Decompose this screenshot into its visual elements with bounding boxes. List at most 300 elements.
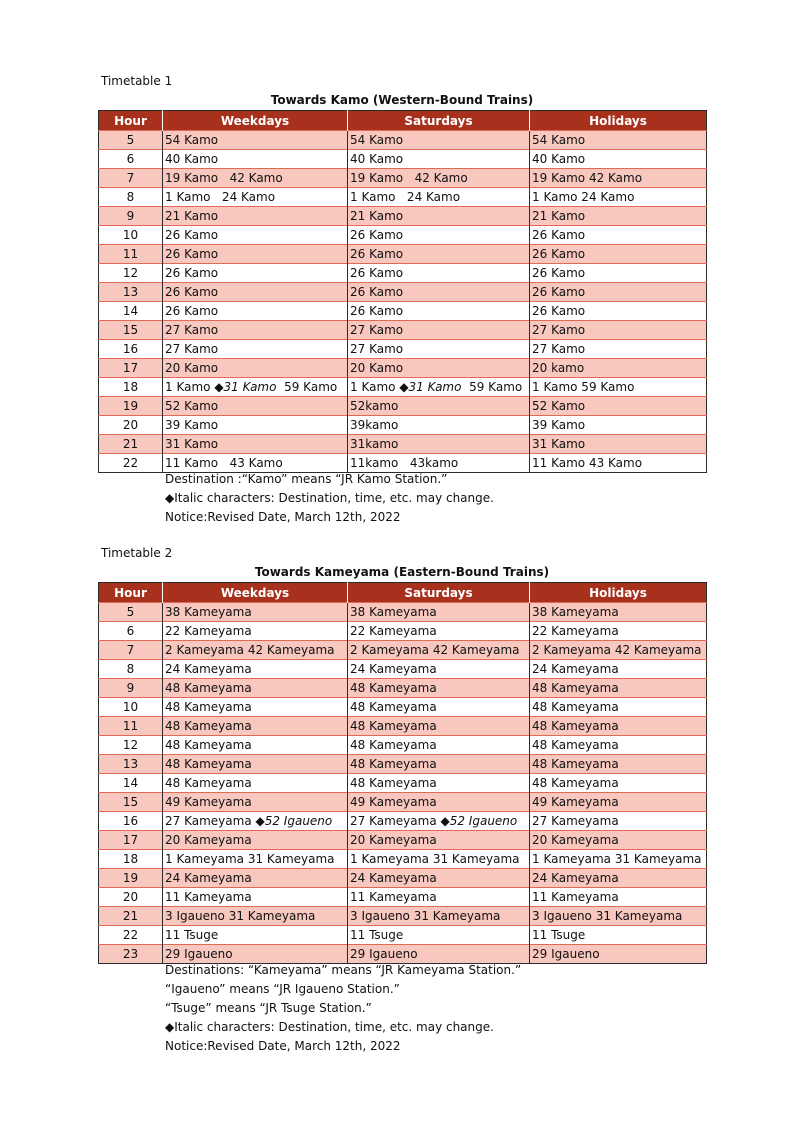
departure-text: 40 Kamo [165,152,219,166]
holidays-cell [530,850,707,869]
saturdays-cell [348,340,530,359]
hour-cell: 12 [99,736,163,755]
weekdays-cell [163,207,348,226]
departure-text: 26 Kamo [350,266,404,280]
departure-text: 24 Kameyama [350,662,437,676]
departure-text: 2 Kameyama 42 Kameyama [532,643,702,657]
tentative-departure: 31 Kamo [408,380,462,394]
holidays-cell [530,660,707,679]
table-row [99,698,707,717]
departure-text: 21 Kamo [165,209,219,223]
departure-text: 54 Kamo [350,133,404,147]
weekdays-cell [163,359,348,378]
table-row [99,397,707,416]
hour-cell: 16 [99,812,163,831]
table-row [99,131,707,150]
header-holidays: Holidays [530,111,707,131]
hour-cell: 10 [99,226,163,245]
saturdays-cell [348,717,530,736]
departure-text: 27 Kamo [165,342,219,356]
timetable2-note: “Igaueno” means “JR Igaueno Station.” [165,982,400,996]
departure-text: 3 Igaueno 31 Kameyama [165,909,316,923]
departure-text: 31 Kamo [165,437,219,451]
departure-text: 48 Kameyama [165,700,252,714]
departure-text: 29 Igaueno [532,947,600,961]
table-row [99,226,707,245]
departure-text: 1 Kameyama 31 Kameyama [532,852,702,866]
saturdays-cell [348,283,530,302]
departure-text: 27 Kamo [350,342,404,356]
table-row [99,169,707,188]
timetable1-notes [165,470,494,527]
holidays-cell [530,641,707,660]
departure-text: 11 Tsuge [350,928,404,942]
departure-text: 26 Kamo [165,247,219,261]
holidays-cell [530,755,707,774]
hour-cell: 13 [99,283,163,302]
weekdays-cell [163,641,348,660]
header-hour: Hour [99,583,163,603]
holidays-cell [530,416,707,435]
saturdays-cell [348,603,530,622]
saturdays-cell [348,812,530,831]
departure-text: 26 Kamo [165,266,219,280]
table-row [99,926,707,945]
timetable1-note: Destination :“Kamo” means “JR Kamo Station.” [165,472,448,486]
table-row [99,435,707,454]
timetable1-title: Towards Kamo (Western-Bound Trains) [270,93,534,107]
holidays-cell [530,131,707,150]
timetable2-header-row [99,583,707,603]
table-row [99,359,707,378]
weekdays-cell [163,150,348,169]
weekdays-cell [163,774,348,793]
weekdays-cell [163,793,348,812]
saturdays-cell [348,660,530,679]
hour-cell: 14 [99,774,163,793]
weekdays-cell [163,131,348,150]
weekdays-cell [163,188,348,207]
departure-text: 48 Kameyama [532,681,619,695]
holidays-cell [530,340,707,359]
departure-text: 48 Kameyama [165,681,252,695]
weekdays-cell [163,755,348,774]
hour-cell: 5 [99,603,163,622]
table-row [99,150,707,169]
departure-text: 1 Kamo 24 Kamo [350,190,461,204]
holidays-cell [530,245,707,264]
departure-text: 27 Kameyama [350,814,441,828]
departure-text: 11 Tsuge [532,928,586,942]
departure-text: 48 Kameyama [350,757,437,771]
departure-text: 11 Tsuge [165,928,219,942]
holidays-cell [530,283,707,302]
table-row [99,869,707,888]
saturdays-cell [348,131,530,150]
holidays-cell [530,359,707,378]
hour-cell: 11 [99,717,163,736]
departure-text: 20 Kameyama [350,833,437,847]
saturdays-cell [348,245,530,264]
holidays-cell [530,188,707,207]
table-row [99,283,707,302]
departure-text: 1 Kamo 59 Kamo [532,380,635,394]
holidays-cell [530,793,707,812]
departure-text: 38 Kameyama [350,605,437,619]
holidays-cell [530,435,707,454]
departure-text: 26 Kamo [532,285,586,299]
holidays-cell [530,226,707,245]
weekdays-cell [163,736,348,755]
hour-cell: 7 [99,169,163,188]
holidays-cell [530,812,707,831]
saturdays-cell [348,869,530,888]
hour-cell: 6 [99,622,163,641]
departure-text: 26 Kamo [165,228,219,242]
departure-text: 48 Kameyama [532,757,619,771]
departure-text: 27 Kamo [350,323,404,337]
weekdays-cell [163,660,348,679]
hour-cell: 15 [99,793,163,812]
weekdays-cell [163,698,348,717]
holidays-cell [530,869,707,888]
table-row [99,302,707,321]
timetable2-body [99,603,707,964]
departure-text: 27 Kameyama [532,814,619,828]
departure-text: 29 Igaueno [165,947,233,961]
departure-text: 1 Kamo [165,380,215,394]
table-row [99,888,707,907]
departure-text: 26 Kamo [165,304,219,318]
departure-text: 29 Igaueno [350,947,418,961]
departure-text: 54 Kamo [532,133,586,147]
hour-cell: 10 [99,698,163,717]
weekdays-cell [163,926,348,945]
header-weekdays: Weekdays [163,583,348,603]
weekdays-cell [163,245,348,264]
hour-cell: 12 [99,264,163,283]
saturdays-cell [348,755,530,774]
departure-text: 39 Kamo [532,418,586,432]
holidays-cell [530,945,707,964]
hour-cell: 19 [99,397,163,416]
hour-cell: 21 [99,435,163,454]
timetable2-table [98,582,707,964]
saturdays-cell [348,188,530,207]
weekdays-cell [163,831,348,850]
departure-text: 22 Kameyama [350,624,437,638]
departure-text: 27 Kamo [165,323,219,337]
departure-text: 26 Kamo [532,266,586,280]
table-row [99,755,707,774]
departure-text: 26 Kamo [532,304,586,318]
departure-text: 48 Kameyama [165,738,252,752]
holidays-cell [530,264,707,283]
header-weekdays: Weekdays [163,111,348,131]
hour-cell: 19 [99,869,163,888]
departure-text: 21 Kamo [350,209,404,223]
holidays-cell [530,888,707,907]
departure-text: 22 Kameyama [165,624,252,638]
timetable1-note: ◆Italic characters: Destination, time, etc. may change. [165,491,494,505]
departure-text: 11 Kameyama [165,890,252,904]
table-row [99,736,707,755]
tentative-departure: 52 Igaueno [264,814,333,828]
departure-text: 20 Kameyama [532,833,619,847]
holidays-cell [530,150,707,169]
saturdays-cell [348,150,530,169]
hour-cell: 8 [99,188,163,207]
saturdays-cell [348,359,530,378]
departure-text: 20 Kamo [350,361,404,375]
departure-text: 48 Kameyama [350,681,437,695]
holidays-cell [530,736,707,755]
hour-cell: 21 [99,907,163,926]
hour-cell: 11 [99,245,163,264]
departure-text: 38 Kameyama [165,605,252,619]
saturdays-cell [348,831,530,850]
departure-text: 24 Kameyama [165,871,252,885]
departure-text: 24 Kameyama [350,871,437,885]
departure-text: 27 Kamo [532,342,586,356]
header-hour: Hour [99,111,163,131]
hour-cell: 17 [99,359,163,378]
saturdays-cell [348,207,530,226]
departure-text: 3 Igaueno 31 Kameyama [532,909,683,923]
departure-text: 38 Kameyama [532,605,619,619]
departure-text: 11kamo 43kamo [350,456,459,470]
holidays-cell [530,454,707,473]
saturdays-cell [348,850,530,869]
table-row [99,416,707,435]
timetable1-label: Timetable 1 [101,74,173,88]
weekdays-cell [163,603,348,622]
hour-cell: 18 [99,850,163,869]
table-row [99,264,707,283]
holidays-cell [530,603,707,622]
departure-text: 31 Kamo [532,437,586,451]
holidays-cell [530,207,707,226]
departure-text: 26 Kamo [532,247,586,261]
saturdays-cell [348,264,530,283]
table-row [99,207,707,226]
departure-text: 48 Kameyama [350,700,437,714]
saturdays-cell [348,736,530,755]
timetable2-note: ◆Italic characters: Destination, time, etc. may change. [165,1020,494,1034]
departure-text: 48 Kameyama [532,719,619,733]
header-saturdays: Saturdays [348,111,530,131]
header-holidays: Holidays [530,583,707,603]
saturdays-cell [348,907,530,926]
holidays-cell [530,831,707,850]
weekdays-cell [163,397,348,416]
diamond-icon: ◆ [440,814,450,828]
saturdays-cell [348,321,530,340]
departure-text: 24 Kameyama [532,662,619,676]
timetable1-body [99,131,707,473]
departure-text: 26 Kamo [532,228,586,242]
weekdays-cell [163,679,348,698]
hour-cell: 22 [99,454,163,473]
weekdays-cell [163,416,348,435]
timetable2-note: Notice:Revised Date, March 12th, 2022 [165,1039,401,1053]
hour-cell: 9 [99,679,163,698]
diamond-icon: ◆ [255,814,265,828]
departure-text: 21 Kamo [532,209,586,223]
departure-text: 11 Kameyama [532,890,619,904]
departure-text: 26 Kamo [350,304,404,318]
departure-text: 1 Kameyama 31 Kameyama [350,852,520,866]
saturdays-cell [348,435,530,454]
departure-text: 39kamo [350,418,399,432]
departure-text: 40 Kamo [532,152,586,166]
departure-text: 49 Kameyama [350,795,437,809]
departure-text: 48 Kameyama [532,776,619,790]
weekdays-cell [163,378,348,397]
holidays-cell [530,321,707,340]
hour-cell: 16 [99,340,163,359]
departure-text: 19 Kamo 42 Kamo [165,171,283,185]
departure-text: 48 Kameyama [532,738,619,752]
weekdays-cell [163,850,348,869]
departure-text: 48 Kameyama [165,757,252,771]
holidays-cell [530,302,707,321]
departure-text: 22 Kameyama [532,624,619,638]
table-row [99,340,707,359]
weekdays-cell [163,435,348,454]
hour-cell: 9 [99,207,163,226]
departure-text: 48 Kameyama [165,776,252,790]
timetable2-notes [165,961,521,1056]
departure-text: 48 Kameyama [350,738,437,752]
hour-cell: 18 [99,378,163,397]
holidays-cell [530,679,707,698]
departure-text: 2 Kameyama 42 Kameyama [165,643,335,657]
departure-text: 52 Kamo [532,399,586,413]
departure-text: 26 Kamo [350,285,404,299]
holidays-cell [530,698,707,717]
holidays-cell [530,378,707,397]
departure-text: 59 Kamo [461,380,523,394]
departure-text: 40 Kamo [350,152,404,166]
weekdays-cell [163,888,348,907]
departure-text: 1 Kamo 24 Kamo [532,190,635,204]
table-row [99,774,707,793]
departure-text: 24 Kameyama [532,871,619,885]
departure-text: 11 Kamo 43 Kamo [532,456,643,470]
departure-text: 52 Kamo [165,399,219,413]
departure-text: 11 Kameyama [350,890,437,904]
table-row [99,641,707,660]
departure-text: 26 Kamo [350,247,404,261]
hour-cell: 13 [99,755,163,774]
hour-cell: 20 [99,416,163,435]
weekdays-cell [163,340,348,359]
weekdays-cell [163,812,348,831]
departure-text: 54 Kamo [165,133,219,147]
table-row [99,812,707,831]
departure-text: 2 Kameyama 42 Kameyama [350,643,520,657]
tentative-departure: 52 Igaueno [449,814,518,828]
saturdays-cell [348,397,530,416]
saturdays-cell [348,888,530,907]
hour-cell: 17 [99,831,163,850]
departure-text: 1 Kamo 24 Kamo [165,190,276,204]
departure-text: 27 Kamo [532,323,586,337]
timetable1-note: Notice:Revised Date, March 12th, 2022 [165,510,401,524]
holidays-cell [530,926,707,945]
table-row [99,660,707,679]
saturdays-cell [348,302,530,321]
saturdays-cell [348,793,530,812]
hour-cell: 6 [99,150,163,169]
departure-text: 20 Kameyama [165,833,252,847]
departure-text: 52kamo [350,399,399,413]
hour-cell: 15 [99,321,163,340]
departure-text: 26 Kamo [350,228,404,242]
diamond-icon: ◆ [214,380,224,394]
timetable2-title: Towards Kameyama (Eastern-Bound Trains) [254,565,550,579]
departure-text: 59 Kamo [276,380,338,394]
weekdays-cell [163,321,348,340]
weekdays-cell [163,226,348,245]
table-row [99,188,707,207]
departure-text: 48 Kameyama [350,776,437,790]
departure-text: 27 Kameyama [165,814,256,828]
holidays-cell [530,907,707,926]
hour-cell: 8 [99,660,163,679]
hour-cell: 14 [99,302,163,321]
tentative-departure: 31 Kamo [223,380,277,394]
saturdays-cell [348,622,530,641]
departure-text: 39 Kamo [165,418,219,432]
weekdays-cell [163,283,348,302]
weekdays-cell [163,622,348,641]
weekdays-cell [163,907,348,926]
table-row [99,907,707,926]
saturdays-cell [348,926,530,945]
saturdays-cell [348,774,530,793]
saturdays-cell [348,416,530,435]
table-row [99,793,707,812]
departure-text: 26 Kamo [165,285,219,299]
table-row [99,603,707,622]
diamond-icon: ◆ [399,380,409,394]
header-saturdays: Saturdays [348,583,530,603]
departure-text: 19 Kamo 42 Kamo [350,171,468,185]
departure-text: 20 Kamo [165,361,219,375]
timetable2-label: Timetable 2 [101,546,173,560]
saturdays-cell [348,698,530,717]
hour-cell: 23 [99,945,163,964]
holidays-cell [530,717,707,736]
weekdays-cell [163,717,348,736]
table-row [99,378,707,397]
holidays-cell [530,169,707,188]
weekdays-cell [163,302,348,321]
departure-text: 31kamo [350,437,399,451]
timetable1-header-row [99,111,707,131]
departure-text: 48 Kameyama [532,700,619,714]
table-row [99,717,707,736]
saturdays-cell [348,679,530,698]
departure-text: 1 Kamo [350,380,400,394]
timetable2-note: “Tsuge” means “JR Tsuge Station.” [165,1001,372,1015]
holidays-cell [530,774,707,793]
holidays-cell [530,622,707,641]
table-row [99,321,707,340]
saturdays-cell [348,641,530,660]
